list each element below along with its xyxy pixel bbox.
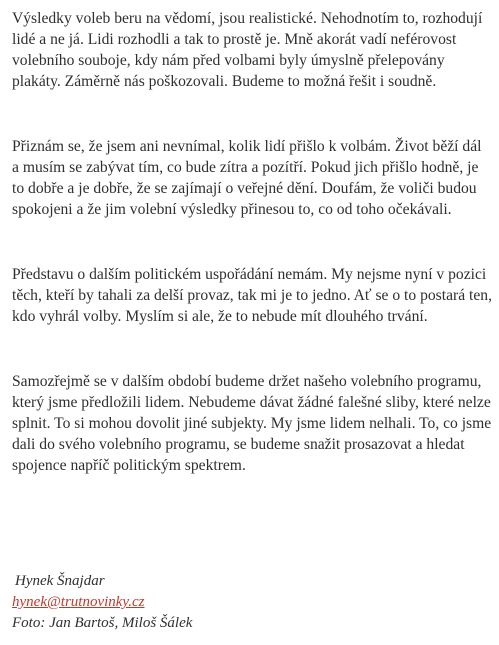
author-email-link[interactable]: hynek@trutnovinky.cz	[12, 594, 145, 610]
article-body	[12, 8, 492, 520]
article-paragraph-3: Představu o dalším politickém uspořádání nemám. My nejsme nyní v pozici těch, kteří by tahali za delší provaz, tak mi je to jedno. Ať se o to postará ten, kdo vyhrál volby. Myslím si ale, že to nebude mít dlouhého trvání.	[12, 266, 492, 325]
article-paragraph-1: Výsledky voleb beru na vědomí, jsou realistické. Nehodnotím to, rozhodují lidé a ne já. Lidi rozhodli a tak to prostě je. Mně akorát vadí neférovost volebního souboje, kdy nám před volbami byly úmyslně přelepovány plakáty. Záměrně nás poškozovali. Budeme to možná řešit i soudně.	[12, 10, 483, 90]
article-paragraph-2: Přiznám se, že jsem ani nevnímal, kolik lidí přišlo k volbám. Život běží dál a musím se zabývat tím, co bude zítra a pozítří. Pokud jich přišlo hodně, je to dobře a je dobře, že se zajímají o veřejné dění. Doufám, že voliči budou spokojeni a že jim volební výsledky přinesou to, co od toho očekávali.	[12, 138, 482, 218]
article-signature	[12, 571, 492, 634]
article-paragraph-4: Samozřejmě se v dalším období budeme držet našeho volebního programu, který jsme předložili lidem. Nebudeme dávat žádné falešné sliby, které nelze splnit. To si mohou dovolit jiné subjekty. My jsme lidem nelhali. To, co jsme dali do svého volebního programu, se budeme snažit prosazovat a hledat spojence napříč politickým spektrem.	[12, 373, 492, 474]
author-name: Hynek Šnajdar	[15, 573, 105, 589]
photo-credit: Foto: Jan Bartoš, Miloš Šálek	[12, 615, 193, 631]
